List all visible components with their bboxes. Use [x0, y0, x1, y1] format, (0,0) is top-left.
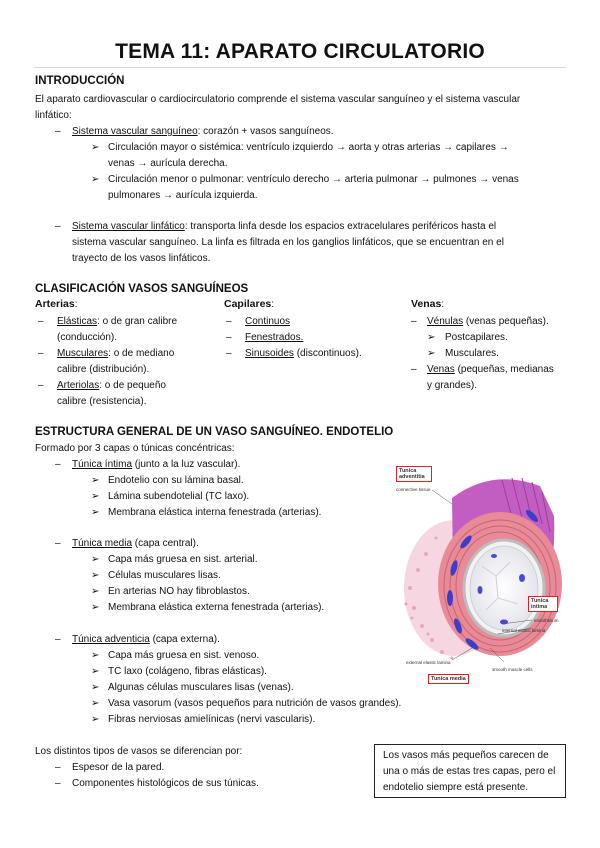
list-item: Continuos	[245, 316, 291, 327]
list-item	[72, 124, 334, 140]
term: Vénulas	[427, 316, 464, 327]
list-item: Capa más gruesa en sist. arterial.	[108, 554, 258, 565]
item-text: : o de mediano	[108, 348, 175, 359]
label-tunica-media: Tunica media	[428, 674, 469, 684]
arrow-bullet-icon: ➢	[91, 142, 100, 153]
list-item: Postcapilares.	[445, 332, 508, 343]
label-external-elastic-lamina: external elastic lamina	[406, 660, 451, 665]
arrow-bullet-icon: ➢	[91, 570, 100, 581]
intro-heading: INTRODUCCIÓN	[35, 75, 125, 87]
list-item: Células musculares lisas.	[108, 570, 221, 581]
label-internal-elastic-lamina: internal elastic lamina	[502, 628, 546, 633]
arrow-bullet-icon: ➢	[91, 666, 100, 677]
term: Venas	[427, 364, 455, 375]
colon: :	[271, 299, 275, 310]
item-text: (capa central).	[132, 538, 199, 549]
term: Túnica íntima	[72, 459, 133, 470]
estructura-heading: ESTRUCTURA GENERAL DE UN VASO SANGUÍNEO. ENDOTELIO	[35, 426, 394, 438]
col-title: Capilares	[224, 298, 272, 310]
list-item: Algunas células musculares lisas (venas).	[108, 682, 294, 693]
dash-bullet: –	[55, 778, 61, 789]
arrow-bullet-icon: ➢	[91, 714, 100, 725]
list-item: Membrana elástica externa fenestrada (arterias).	[108, 602, 325, 613]
dash-bullet: –	[411, 364, 417, 375]
term: Musculares	[57, 348, 109, 359]
item-text: (junto a la luz vascular).	[132, 459, 241, 470]
list-item-cont: venas → aurícula derecha.	[108, 158, 228, 169]
page-title: TEMA 11: APARATO CIRCULATORIO	[115, 40, 485, 63]
list-item: Fibras nerviosas amielínicas (nervi vascularis).	[108, 714, 316, 725]
dash-bullet: –	[226, 316, 232, 327]
col-arterias-heading	[35, 297, 77, 313]
list-item	[427, 362, 554, 378]
list-item: Vasa vasorum (vasos pequeños para nutrición de vasos grandes).	[108, 698, 402, 709]
dash-bullet: –	[55, 221, 61, 232]
list-item: Fenestrados.	[245, 332, 304, 343]
dash-bullet: –	[411, 316, 417, 327]
term: Arteriolas	[57, 380, 100, 391]
term: Sistema vascular sanguíneo	[72, 126, 198, 137]
dash-bullet: –	[38, 316, 44, 327]
item-text: : transporta linfa desde los espacios extracelulares periféricos hasta el	[184, 221, 497, 232]
term: Sinusoides	[245, 348, 294, 359]
list-item-cont: sistema vascular sanguíneo. La linfa es filtrada en los ganglios linfáticos, que se encuentran en el	[72, 237, 504, 248]
item-text: (capa externa).	[149, 634, 220, 645]
arrow-bullet-icon: ➢	[91, 507, 100, 518]
label-tunica-intima: Tunica intima	[528, 596, 558, 612]
term: Elásticas	[57, 316, 98, 327]
item-text: (venas pequeñas).	[463, 316, 549, 327]
list-item: Circulación menor o pulmonar: ventrículo derecho → arteria pulmonar → pulmones → venas	[108, 174, 519, 185]
dash-bullet: –	[55, 126, 61, 137]
list-item-cont: pulmonares → aurícula izquierda.	[108, 190, 258, 201]
list-item: Capa más gruesa en sist. venoso.	[108, 650, 260, 661]
list-item: En arterias NO hay fibroblastos.	[108, 586, 250, 597]
list-item	[72, 457, 240, 473]
dash-bullet: –	[226, 332, 232, 343]
arrow-bullet-icon: ➢	[91, 174, 100, 185]
label-smooth-muscle-cells: smooth muscle cells	[492, 667, 533, 672]
item-text: : o de pequeño	[99, 380, 166, 391]
arrow-bullet-icon: ➢	[91, 682, 100, 693]
colon: :	[441, 299, 445, 310]
clasif-heading: CLASIFICACIÓN VASOS SANGUÍNEOS	[35, 283, 249, 295]
dash-bullet: –	[55, 538, 61, 549]
arrow-bullet-icon: ➢	[427, 348, 436, 359]
vessel-figure	[392, 458, 568, 690]
list-item: Componentes histológicos de sus túnicas.	[72, 778, 259, 789]
label-endothelium: endothelium	[534, 618, 559, 623]
list-item	[427, 314, 549, 330]
list-item	[57, 314, 177, 330]
term: Sistema vascular linfático	[72, 221, 185, 232]
estructura-intro: Formado por 3 capas o túnicas concéntricas:	[35, 443, 235, 454]
list-item-cont: (conducción).	[57, 332, 118, 343]
list-item: TC laxo (colágeno, fibras elásticas).	[108, 666, 267, 677]
arrow-bullet-icon: ➢	[91, 650, 100, 661]
item-text: : corazón + vasos sanguíneos.	[197, 126, 334, 137]
arrow-bullet-icon: ➢	[427, 332, 436, 343]
dash-bullet: –	[55, 762, 61, 773]
term: Túnica adventicia	[72, 634, 150, 645]
col-capilares-heading	[224, 297, 274, 313]
list-item-cont: y grandes).	[427, 380, 478, 391]
dash-bullet: –	[55, 634, 61, 645]
col-venas-heading	[411, 297, 444, 313]
vessel-illustration	[392, 458, 568, 690]
col-title: Venas	[411, 298, 442, 310]
arrow-bullet-icon: ➢	[91, 554, 100, 565]
item-text: : o de gran calibre	[97, 316, 178, 327]
list-item-cont: calibre (resistencia).	[57, 396, 147, 407]
title-divider	[34, 67, 566, 68]
arrow-bullet-icon: ➢	[91, 586, 100, 597]
list-item: Endotelio con su lámina basal.	[108, 475, 244, 486]
list-item	[72, 219, 496, 235]
list-item	[72, 632, 220, 648]
col-title: Arterias	[35, 298, 75, 310]
list-item-cont: trayecto de los vasos linfáticos.	[72, 253, 211, 264]
list-item: Musculares.	[445, 348, 499, 359]
dash-bullet: –	[55, 459, 61, 470]
dash-bullet: –	[226, 348, 232, 359]
dash-bullet: –	[38, 380, 44, 391]
note-box: Los vasos más pequeños carecen de una o más de estas tres capas, pero el endotelio siempre está presente.	[374, 744, 566, 798]
arrow-bullet-icon: ➢	[91, 491, 100, 502]
list-item	[72, 536, 199, 552]
final-intro: Los distintos tipos de vasos se diferencian por:	[35, 746, 243, 757]
item-text: (discontinuos).	[293, 348, 362, 359]
label-tunica-adventitia: Tunica adventitia	[396, 466, 432, 482]
list-item-cont: calibre (distribución).	[57, 364, 150, 375]
list-item	[57, 346, 174, 362]
list-item: Circulación mayor o sistémica: ventrículo izquierdo → aorta y otras arterias → capilares →	[108, 142, 509, 153]
item-text: (pequeñas, medianas	[454, 364, 554, 375]
list-item	[245, 346, 362, 362]
colon: :	[74, 299, 78, 310]
term: Túnica media	[72, 538, 133, 549]
list-item: Lámina subendotelial (TC laxo).	[108, 491, 250, 502]
list-item: Espesor de la pared.	[72, 762, 165, 773]
arrow-bullet-icon: ➢	[91, 602, 100, 613]
arrow-bullet-icon: ➢	[91, 475, 100, 486]
list-item	[57, 378, 166, 394]
label-connective-tissue: connective tissue	[396, 487, 431, 492]
intro-text-2: linfático:	[35, 110, 72, 121]
intro-text: El aparato cardiovascular o cardiocirculatorio comprende el sistema vascular sanguíneo y el sistema vascular	[35, 94, 521, 105]
arrow-bullet-icon: ➢	[91, 698, 100, 709]
dash-bullet: –	[38, 348, 44, 359]
list-item: Membrana elástica interna fenestrada (arterias).	[108, 507, 322, 518]
